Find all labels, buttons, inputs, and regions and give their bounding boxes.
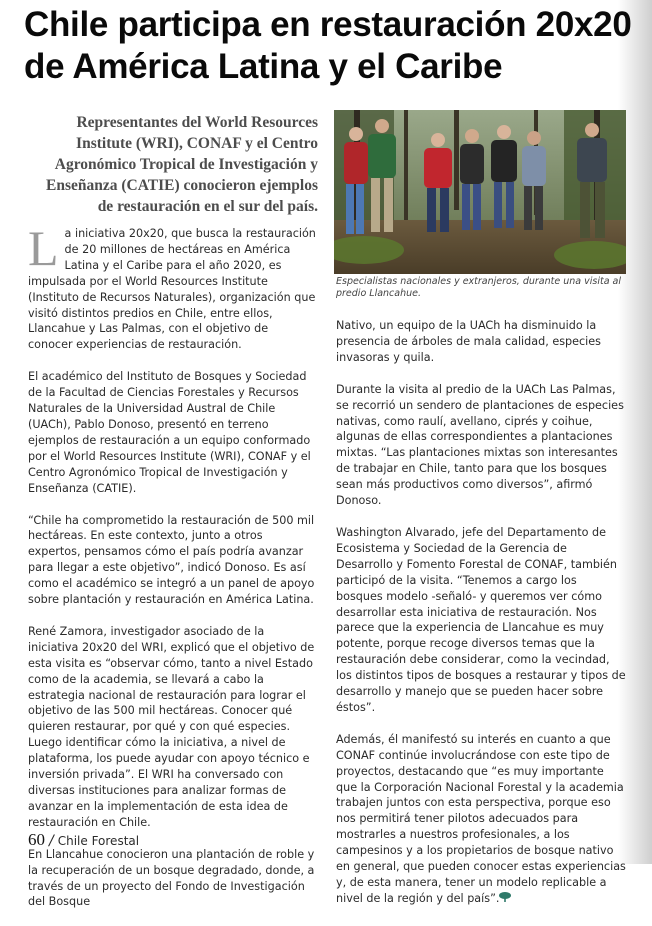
paragraph: Durante la visita al predio de la UACh Las Palmas, se recorrió un sendero de plantaciones de especies nativas, como raulí, avellano, ciprés y coihue, algunas de ellas correspondientes a plantaciones mixtas. “Las plantaciones mixtas son interesantes de trabajar en Chile, tanto para que los bosques sean más productivos como diversos”, afirmó Donoso. bbox=[336, 382, 624, 508]
magazine-name: Chile Forestal bbox=[57, 834, 140, 848]
paragraph: Además, él manifestó su interés en cuanto a que CONAF continúe involucrándose con este tipo de proyectos, destacando que “es muy importante que la Corporación Nacional Forestal y la academia trabajen juntos con esta perspectiva, porque eso nos permitirá tener pilotos adecuados para mostrarles a nuestros profesionales, a los campesinos y a los propietarios de bosque nativo en general, que pueden conocer estas experiencias y, de esta manera, tener un modelo replicable a nivel de la región y del país”. bbox=[336, 732, 626, 905]
paragraph: La iniciativa 20x20, que busca la restauración de 20 millones de hectáreas en América Latina y el Caribe para el año 2020, es impulsada por el World Resources Institute (Instituto de Recursos Naturales), organización que visitó distintos predios en Chile, entre ellos, Llancahue y Las Palmas, con el objetivo de conocer experiencias de restauración. bbox=[28, 220, 316, 352]
tree-icon bbox=[499, 892, 511, 902]
footer-separator: / bbox=[49, 833, 54, 849]
article-deck: Representantes del World Resources Institute (WRI), CONAF y el Centro Agronómico Tropical de Investigación y Enseñanza (CATIE) conocieron ejemplos de restauración en el sur del país. bbox=[46, 114, 318, 215]
paragraph: René Zamora, investigador asociado de la iniciativa 20x20 del WRI, explicó que el objetivo de esta visita es “observar cómo, tanto a nivel Estado como de la academia, se llevará a cabo la estrategia nacional de restauración para lograr el objetivo de las 500 mil hectáreas. Conocer qué quieren restaurar, por qué y con qué especies. Luego identificar cómo la iniciativa, a nivel de plataforma, los puede ayudar con apoyo técnico e inversión privada”. El WRI ha conversado con diversas instituciones para analizar formas de avanzar en la implementación de esta idea de restauración en Chile. bbox=[28, 624, 315, 829]
drop-cap: L bbox=[28, 220, 59, 276]
page-number: 60 bbox=[28, 830, 45, 849]
article-photo bbox=[334, 110, 626, 274]
paragraph: “Chile ha comprometido la restauración de 500 mil hectáreas. En este contexto, junto a otros expertos, pensamos cómo el país podría avanzar para llegar a este objetivo”, indicó Donoso. Es así como el académico se integró a un panel de apoyo sobre plantación y restauración en América Latina. bbox=[28, 513, 315, 607]
article-title: Chile participa en restauración 20x20 de América Latina y el Caribe bbox=[24, 5, 632, 86]
page-footer bbox=[28, 830, 139, 850]
group-photo-illustration bbox=[334, 110, 626, 274]
article-column-left bbox=[28, 220, 316, 926]
paragraph: El académico del Instituto de Bosques y Sociedad de la Facultad de Ciencias Forestales y Recursos Naturales de la Universidad Austral de Chile (UACh), Pablo Donoso, presentó en terreno ejemplos de restauración a un equipo conformado por el World Resources Institute (WRI), CONAF y el Centro Agronómico Tropical de Investigación y Enseñanza (CATIE). bbox=[28, 370, 311, 495]
photo-caption: Especialistas nacionales y extranjeros, durante una visita al predio Llancahue. bbox=[336, 276, 621, 299]
paragraph: Nativo, un equipo de la UACh ha disminuido la presencia de árboles de mala calidad, especies invasoras y quila. bbox=[336, 319, 602, 364]
paragraph: Washington Alvarado, jefe del Departamento de Ecosistema y Sociedad de la Gerencia de Desarrollo y Fomento Forestal de CONAF, también participó de la visita. “Tenemos a cargo los bosques modelo -señaló- y queremos ver cómo desarrollar esta iniciativa de restauración. Nos parece que la experiencia de Llancahue es muy potente, porque recoge diversos temas que la restauración debe considerar, como la vecindad, los distintos tipos de bosques a restaurar y tipos de desarrollo y manejo que se pueden hacer sobre éstos”. bbox=[336, 525, 626, 714]
article-column-right bbox=[336, 318, 626, 923]
paragraph: En Llancahue conocieron una plantación de roble y la recuperación de un bosque degradado, donde, a través de un proyecto del Fondo de Investigación del Bosque bbox=[28, 847, 315, 909]
